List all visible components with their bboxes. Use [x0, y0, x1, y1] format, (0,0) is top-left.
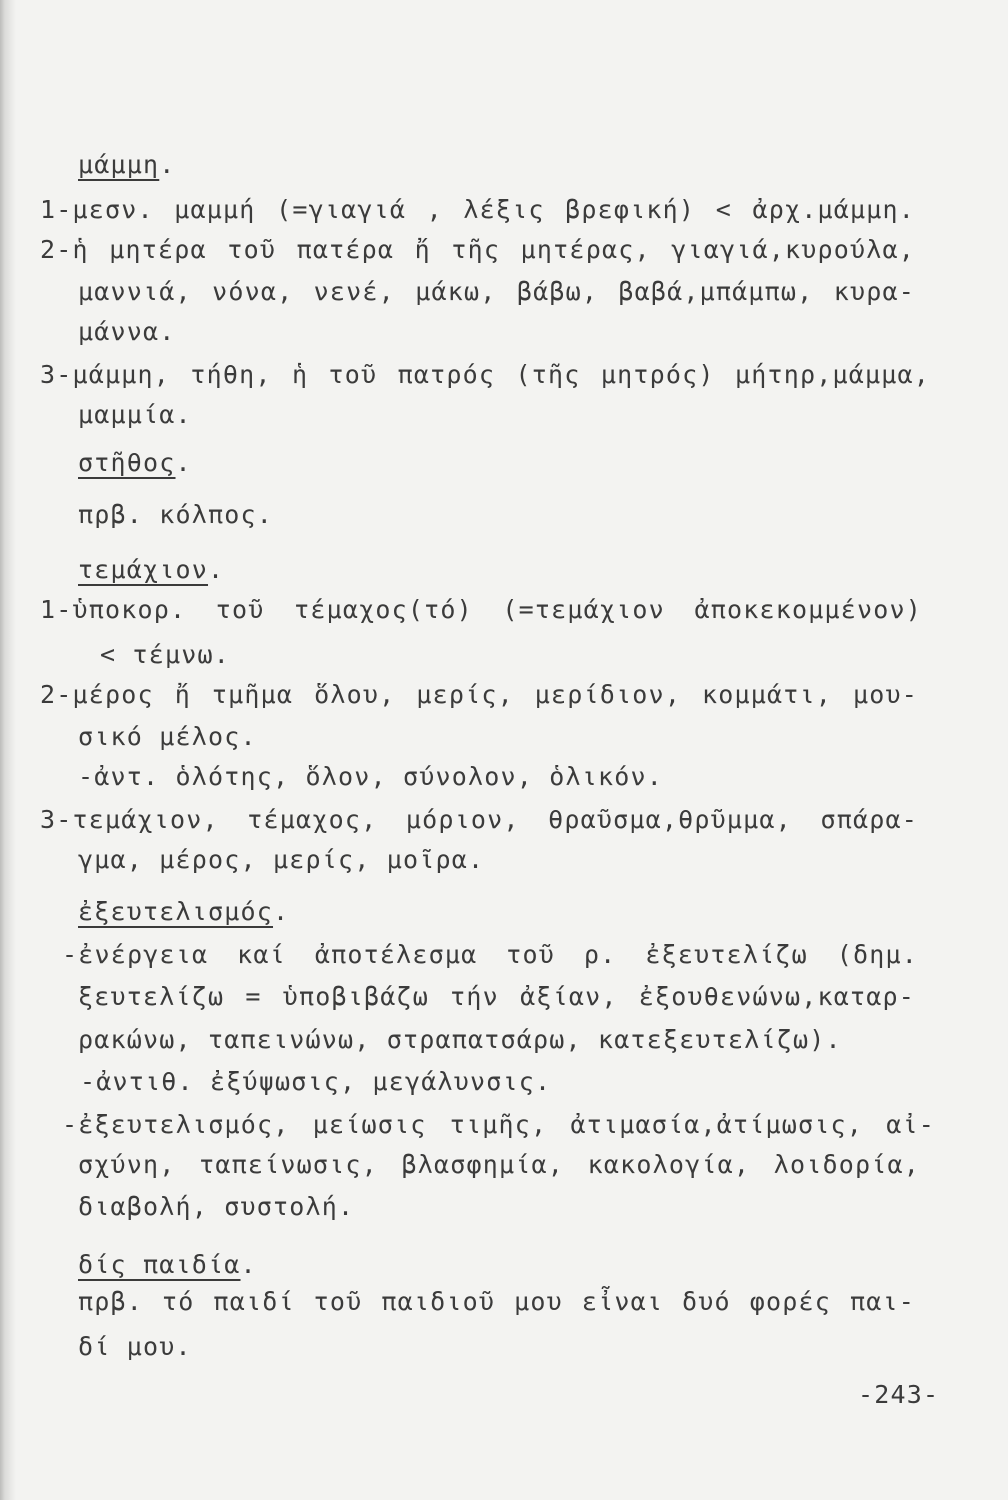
- definition-line: -ἐξευτελισμός, μείωσις τιμῆς, ἀτιμασία,ἀτίμωσις, αἰ-: [62, 1110, 935, 1139]
- definition-line: δί μου.: [78, 1332, 192, 1361]
- headword-punct: .: [208, 555, 225, 584]
- headword: δίς παιδία: [78, 1250, 241, 1279]
- definition-line: 2-ἡ μητέρα τοῦ πατέρα ἤ τῆς μητέρας, γιαγιά,κυρούλα,: [40, 235, 915, 264]
- definition-line: ρακώνω, ταπεινώνω, στραπατσάρω, κατεξευτελίζω).: [78, 1025, 842, 1054]
- headword: στῆθος: [78, 448, 176, 477]
- definition-line: πρβ. τό παιδί τοῦ παιδιοῦ μου εἶναι δυό φορές παι-: [78, 1287, 915, 1316]
- definition-line: 3-μάμμη, τήθη, ἡ τοῦ πατρός (τῆς μητρός) μήτηρ,μάμμα,: [40, 360, 930, 389]
- definition-line: 2-μέρος ἤ τμῆμα ὅλου, μερίς, μερίδιον, κομμάτι, μου-: [40, 680, 918, 709]
- definition-line: 1-μεσν. μαμμή (=γιαγιά , λέξις βρεφική) < ἀρχ.μάμμη.: [40, 195, 915, 224]
- headword: μάμμη: [78, 150, 160, 179]
- definition-line: μαννιά, νόνα, νενέ, μάκω, βάβω, βαβά,μπάμπω, κυρα-: [78, 277, 915, 306]
- definition-line: γμα, μέρος, μερίς, μοῖρα.: [78, 845, 485, 874]
- headword-punct: .: [175, 448, 192, 477]
- headword-punct: .: [159, 150, 176, 179]
- definition-line: -ἀντ. ὁλότης, ὅλον, σύνολον, ὁλικόν.: [78, 762, 664, 791]
- definition-line: μάννα.: [78, 317, 176, 346]
- definition-line: μαμμία.: [78, 400, 192, 429]
- definition-line: πρβ. κόλπος.: [78, 500, 274, 529]
- headword-line: [78, 896, 289, 928]
- headword: τεμάχιον: [78, 555, 209, 584]
- definition-line: -ἀντιθ. ἐξύψωσις, μεγάλυνσις.: [80, 1067, 552, 1096]
- headword-punct: .: [273, 897, 290, 926]
- definition-line: σχύνη, ταπείνωσις, βλασφημία, κακολογία, λοιδορία,: [78, 1150, 920, 1179]
- headword: ἐξευτελισμός: [78, 897, 274, 926]
- definition-line: διαβολή, συστολή.: [78, 1192, 355, 1221]
- definition-line: 3-τεμάχιον, τέμαχος, μόριον, θραῦσμα,θρῦμμα, σπάρα-: [40, 805, 918, 834]
- page-edge-shadow: [0, 0, 16, 1500]
- headword-line: [78, 447, 192, 479]
- headword-line: [78, 1249, 257, 1281]
- definition-line: σικό μέλος.: [78, 722, 257, 751]
- headword-punct: .: [240, 1250, 257, 1279]
- definition-line: ξευτελίζω = ὑποβιβάζω τήν ἀξίαν, ἐξουθενώνω,καταρ-: [78, 982, 915, 1011]
- definition-line: 1-ὑποκορ. τοῦ τέμαχος(τό) (=τεμάχιον ἀποκεκομμένον): [40, 595, 922, 624]
- headword-line: [78, 149, 176, 181]
- headword-line: [78, 554, 224, 586]
- definition-line: -ἐνέργεια καί ἀποτέλεσμα τοῦ ρ. ἐξευτελίζω (δημ.: [62, 940, 918, 969]
- page-number: -243-: [858, 1380, 940, 1409]
- definition-line: < τέμνω.: [100, 640, 231, 669]
